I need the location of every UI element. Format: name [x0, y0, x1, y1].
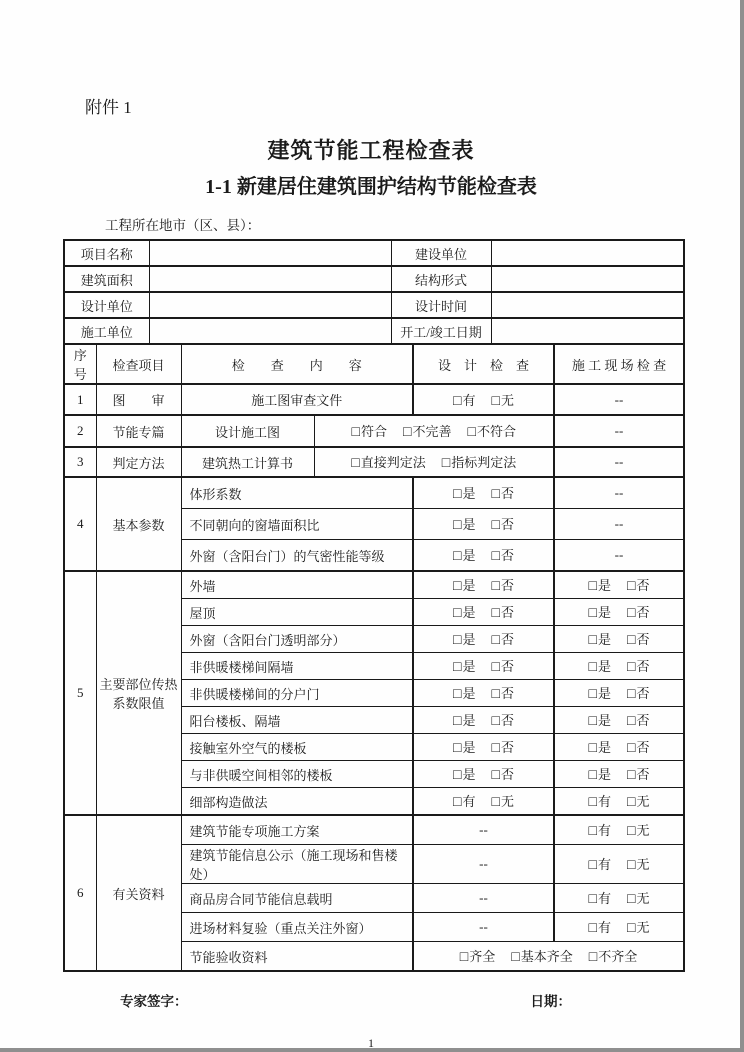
checkbox-icon[interactable]: □: [453, 518, 462, 533]
checkbox-option[interactable]: [492, 794, 514, 809]
check-content: 外窗（含阳台门）的气密性能等级: [181, 540, 413, 572]
checkbox-icon[interactable]: □: [403, 425, 412, 440]
checkbox-icon[interactable]: □: [459, 950, 469, 965]
info-label: 设计单位: [64, 292, 149, 318]
checkbox-label: 不符合: [476, 424, 516, 439]
checklist-row-1: [64, 384, 684, 415]
checkbox-option[interactable]: [589, 740, 611, 755]
checkbox-icon[interactable]: □: [453, 660, 462, 675]
checkbox-label: 否: [500, 486, 514, 501]
site-check-options: [554, 734, 684, 761]
checkbox-icon[interactable]: □: [453, 687, 462, 702]
checkbox-icon[interactable]: □: [453, 633, 462, 648]
checkbox-option[interactable]: [511, 949, 572, 964]
checkbox-option[interactable]: [453, 486, 475, 501]
design-check-cell: --: [413, 913, 554, 942]
checklist-row-3: [64, 447, 684, 477]
checkbox-option[interactable]: [453, 517, 475, 532]
checkbox-option[interactable]: [589, 632, 611, 647]
checkbox-option[interactable]: [589, 659, 611, 674]
checkbox-icon[interactable]: □: [588, 687, 597, 702]
checkbox-option[interactable]: [589, 857, 611, 872]
info-value-field[interactable]: [149, 318, 391, 344]
check-content: 细部构造做法: [181, 788, 413, 816]
info-value-field[interactable]: [491, 240, 684, 266]
site-check-options: [554, 653, 684, 680]
checkbox-label: 是: [462, 486, 476, 501]
checkbox-label: 无: [636, 891, 650, 906]
checkbox-option[interactable]: [492, 686, 514, 701]
checkbox-label: 否: [500, 632, 514, 647]
row-number: 3: [64, 447, 96, 477]
row-number: 1: [64, 384, 96, 415]
info-row: [64, 292, 684, 318]
document-title: 建筑节能工程检查表: [267, 138, 475, 163]
checkbox-label: 有: [462, 392, 476, 408]
checklist-row-2: [64, 415, 684, 447]
site-check-options: [554, 680, 684, 707]
checkbox-label: 无: [636, 794, 650, 809]
check-item: 主要部位传热系数限值: [96, 571, 181, 815]
checkbox-label: 是: [462, 632, 476, 647]
site-check-options: [554, 884, 684, 913]
checkbox-icon[interactable]: □: [627, 606, 636, 621]
checkbox-label: 有: [462, 794, 476, 809]
check-content: 体形系数: [181, 477, 413, 509]
checkbox-icon[interactable]: □: [627, 768, 636, 783]
col-header-design: 设 计 检 查: [413, 344, 554, 384]
checkbox-icon[interactable]: □: [491, 393, 500, 409]
checkbox-option[interactable]: [627, 605, 649, 620]
checkbox-label: 有: [598, 891, 612, 906]
checkbox-option[interactable]: [492, 767, 514, 782]
info-value-field[interactable]: [491, 266, 684, 292]
checkbox-icon[interactable]: □: [453, 714, 462, 729]
info-label: 建筑面积: [64, 266, 149, 292]
checkbox-label: 否: [636, 605, 650, 620]
check-content: 建筑节能信息公示（施工现场和售楼处）: [181, 845, 413, 884]
design-check-options: [413, 680, 554, 707]
info-value-field[interactable]: [491, 318, 684, 344]
checkbox-option[interactable]: [589, 920, 611, 935]
checkbox-icon[interactable]: □: [627, 921, 636, 936]
checkbox-label: 有: [598, 857, 612, 872]
checkbox-option[interactable]: [453, 659, 475, 674]
checkbox-label: 否: [636, 686, 650, 701]
checkbox-label: 无: [500, 392, 514, 408]
check-content: 进场材料复验（重点关注外窗）: [181, 913, 413, 942]
checkbox-icon[interactable]: □: [588, 606, 597, 621]
checkbox-icon[interactable]: □: [627, 795, 636, 810]
checkbox-label: 否: [500, 713, 514, 728]
checkbox-icon[interactable]: □: [588, 768, 597, 783]
design-check-options: [413, 540, 554, 572]
checkbox-option[interactable]: [492, 632, 514, 647]
design-check-options: [413, 571, 554, 599]
checkbox-icon[interactable]: □: [491, 579, 500, 594]
checkbox-label: 是: [462, 605, 476, 620]
checkbox-icon[interactable]: □: [491, 660, 500, 675]
attachment-label: 附件 1: [85, 98, 132, 117]
check-item: 判定方法: [96, 447, 181, 477]
checkbox-option[interactable]: [453, 548, 475, 563]
col-header-item: 检查项目: [96, 344, 181, 384]
site-check-cell: --: [554, 415, 684, 447]
checkbox-option[interactable]: [492, 517, 514, 532]
checkbox-option[interactable]: [589, 949, 637, 964]
site-check-cell: --: [554, 509, 684, 540]
checkbox-option[interactable]: [627, 794, 649, 809]
checkbox-option[interactable]: [627, 740, 649, 755]
checkbox-label: 否: [500, 767, 514, 782]
check-item: 节能专篇: [96, 415, 181, 447]
checkbox-label: 指标判定法: [451, 455, 517, 470]
checkbox-label: 无: [636, 857, 650, 872]
checkbox-option[interactable]: [627, 920, 649, 935]
checkbox-option[interactable]: [468, 424, 516, 439]
checkbox-icon[interactable]: □: [627, 714, 636, 729]
checkbox-icon[interactable]: □: [453, 741, 462, 756]
checkbox-icon[interactable]: □: [627, 633, 636, 648]
checkbox-option[interactable]: [627, 713, 649, 728]
checkbox-label: 否: [500, 740, 514, 755]
info-label: 设计时间: [391, 292, 491, 318]
checkbox-label: 是: [462, 767, 476, 782]
site-check-cell: --: [554, 384, 684, 415]
checkbox-label: 是: [598, 659, 612, 674]
design-check-cell: --: [413, 815, 554, 845]
checkbox-icon[interactable]: □: [588, 633, 597, 648]
checkbox-icon[interactable]: □: [491, 606, 500, 621]
checkbox-option[interactable]: [492, 393, 514, 408]
checkbox-label: 是: [462, 740, 476, 755]
checkbox-icon[interactable]: □: [588, 950, 598, 965]
check-content: 施工图审查文件: [181, 384, 413, 415]
checkbox-icon[interactable]: □: [588, 714, 597, 729]
col-header-no: 序号: [64, 344, 96, 384]
checkbox-label: 齐全: [469, 949, 496, 964]
design-check-options: [413, 707, 554, 734]
info-label: 建设单位: [391, 240, 491, 266]
check-content: 接触室外空气的楼板: [181, 734, 413, 761]
design-check-cell: --: [413, 884, 554, 913]
checkbox-icon[interactable]: □: [627, 741, 636, 756]
checkbox-label: 否: [636, 632, 650, 647]
checklist-row-6: [64, 815, 684, 845]
checkbox-icon[interactable]: □: [491, 633, 500, 648]
site-check-cell: --: [554, 540, 684, 572]
info-label: 施工单位: [64, 318, 149, 344]
checkbox-option[interactable]: [453, 767, 475, 782]
checkbox-icon[interactable]: □: [351, 456, 360, 471]
checkbox-icon[interactable]: □: [453, 487, 462, 502]
checkbox-label: 无: [500, 794, 514, 809]
checkbox-option[interactable]: [453, 686, 475, 701]
checkbox-option[interactable]: [589, 713, 611, 728]
checkbox-option[interactable]: [492, 740, 514, 755]
info-value-field[interactable]: [491, 292, 684, 318]
checkbox-label: 是: [598, 605, 612, 620]
checkbox-label: 否: [636, 740, 650, 755]
checkbox-label: 是: [598, 686, 612, 701]
checkbox-icon[interactable]: □: [453, 549, 462, 564]
check-content: 外窗（含阳台门透明部分）: [181, 626, 413, 653]
info-label: 结构形式: [391, 266, 491, 292]
checkbox-icon[interactable]: □: [627, 824, 636, 839]
signature-line: [63, 990, 679, 1010]
check-item: 基本参数: [96, 477, 181, 571]
checkbox-icon[interactable]: □: [588, 795, 597, 810]
checkbox-option[interactable]: [453, 794, 475, 809]
checkbox-label: 否: [636, 578, 650, 593]
checkbox-option[interactable]: [627, 891, 649, 906]
design-check-options: [413, 626, 554, 653]
checkbox-option[interactable]: [442, 455, 516, 470]
checkbox-option[interactable]: [589, 823, 611, 838]
project-info-table: [63, 239, 685, 345]
checkbox-option[interactable]: [492, 486, 514, 501]
design-check-options: [413, 509, 554, 540]
checkbox-option[interactable]: [403, 424, 451, 439]
checkbox-option[interactable]: [453, 632, 475, 647]
check-options: [314, 415, 554, 447]
checklist-header-row: [64, 344, 684, 384]
check-item: 有关资料: [96, 815, 181, 971]
checkbox-option[interactable]: [492, 578, 514, 593]
checkbox-icon[interactable]: □: [588, 579, 597, 594]
checkbox-label: 否: [500, 578, 514, 593]
checkbox-icon[interactable]: □: [491, 687, 500, 702]
checklist-table: [63, 343, 685, 972]
check-content: 与非供暖空间相邻的楼板: [181, 761, 413, 788]
design-check-options: [413, 761, 554, 788]
checkbox-option[interactable]: [492, 659, 514, 674]
checkbox-icon[interactable]: □: [453, 768, 462, 783]
checklist-row-5: [64, 571, 684, 599]
row-number: 5: [64, 571, 96, 815]
checkbox-label: 是: [598, 740, 612, 755]
checkbox-label: 是: [462, 517, 476, 532]
info-value-field[interactable]: [149, 292, 391, 318]
check-content: 建筑热工计算书: [181, 447, 314, 477]
checkbox-option[interactable]: [627, 659, 649, 674]
checkbox-option[interactable]: [453, 713, 475, 728]
check-content: 设计施工图: [181, 415, 314, 447]
checkbox-icon[interactable]: □: [467, 425, 476, 440]
site-check-options: [554, 913, 684, 942]
checkbox-label: 是: [598, 713, 612, 728]
checkbox-option[interactable]: [627, 823, 649, 838]
checkbox-option[interactable]: [351, 455, 425, 470]
checkbox-option[interactable]: [453, 578, 475, 593]
checkbox-option[interactable]: [589, 578, 611, 593]
checkbox-label: 是: [462, 713, 476, 728]
checkbox-option[interactable]: [492, 605, 514, 620]
site-check-options: [554, 599, 684, 626]
info-row: [64, 266, 684, 292]
checkbox-label: 否: [500, 517, 514, 532]
site-check-options: [554, 815, 684, 845]
checkbox-label: 是: [598, 767, 612, 782]
checkbox-icon[interactable]: □: [588, 824, 597, 839]
checkbox-icon[interactable]: □: [588, 741, 597, 756]
checkbox-icon[interactable]: □: [351, 425, 360, 440]
checkbox-option[interactable]: [589, 794, 611, 809]
checkbox-label: 无: [636, 920, 650, 935]
checkbox-icon[interactable]: □: [627, 892, 636, 907]
checkbox-label: 否: [500, 548, 514, 563]
checkbox-option[interactable]: [460, 949, 495, 964]
check-options: [314, 447, 554, 477]
checkbox-label: 有: [598, 823, 612, 838]
checkbox-icon[interactable]: □: [511, 950, 520, 965]
checkbox-label: 是: [462, 659, 476, 674]
checkbox-icon[interactable]: □: [627, 687, 636, 702]
design-check-options: [413, 384, 554, 415]
checkbox-icon[interactable]: □: [588, 921, 597, 936]
checkbox-icon[interactable]: □: [491, 518, 500, 533]
design-check-options: [413, 788, 554, 816]
design-check-options: [413, 734, 554, 761]
checkbox-label: 基本齐全: [520, 949, 573, 964]
site-check-options: [554, 845, 684, 884]
site-check-options: [554, 707, 684, 734]
checkbox-label: 有: [598, 920, 612, 935]
checkbox-label: 不完善: [412, 424, 452, 439]
checkbox-icon[interactable]: □: [491, 768, 500, 783]
site-check-options: [554, 761, 684, 788]
site-check-options: [554, 571, 684, 599]
checkbox-option[interactable]: [453, 393, 475, 408]
checkbox-option[interactable]: [627, 857, 649, 872]
design-check-cell: --: [413, 845, 554, 884]
row-number: 6: [64, 815, 96, 971]
check-content: 不同朝向的窗墙面积比: [181, 509, 413, 540]
check-content: 外墙: [181, 571, 413, 599]
design-check-options: [413, 653, 554, 680]
row-number: 2: [64, 415, 96, 447]
checkbox-label: 否: [636, 659, 650, 674]
location-label: 工程所在地市（区、县）：: [105, 218, 261, 233]
checkbox-label: 无: [636, 823, 650, 838]
col-header-site: 施 工 现 场 检 查: [554, 344, 684, 384]
checkbox-label: 是: [598, 632, 612, 647]
info-label: 项目名称: [64, 240, 149, 266]
checkbox-icon[interactable]: □: [491, 714, 500, 729]
info-value-field[interactable]: [149, 240, 391, 266]
checkbox-label: 有: [598, 794, 612, 809]
site-check-cell: --: [554, 477, 684, 509]
checkbox-option[interactable]: [627, 632, 649, 647]
checkbox-icon[interactable]: □: [441, 456, 451, 471]
check-content: 屋顶: [181, 599, 413, 626]
checkbox-icon[interactable]: □: [627, 660, 636, 675]
checkbox-label: 不齐全: [598, 949, 638, 964]
checkbox-icon[interactable]: □: [491, 795, 500, 810]
info-label: 开工/竣工日期: [391, 318, 491, 344]
checkbox-label: 直接判定法: [360, 455, 426, 470]
checkbox-label: 符合: [361, 424, 388, 439]
site-check-options: [554, 626, 684, 653]
checkbox-option[interactable]: [589, 686, 611, 701]
checkbox-option[interactable]: [627, 767, 649, 782]
checkbox-option[interactable]: [453, 605, 475, 620]
design-check-options: [413, 599, 554, 626]
checkbox-icon[interactable]: □: [491, 549, 500, 564]
checkbox-icon[interactable]: □: [491, 741, 500, 756]
check-content: 阳台楼板、隔墙: [181, 707, 413, 734]
site-check-options: [554, 788, 684, 816]
row-number: 4: [64, 477, 96, 571]
checkbox-label: 否: [636, 767, 650, 782]
checkbox-icon[interactable]: □: [453, 393, 462, 409]
checkbox-icon[interactable]: □: [627, 579, 636, 594]
check-content: 节能验收资料: [181, 942, 413, 972]
checkbox-option[interactable]: [589, 605, 611, 620]
check-content: 建筑节能专项施工方案: [181, 815, 413, 845]
checkbox-option[interactable]: [352, 424, 387, 439]
checkbox-option[interactable]: [492, 548, 514, 563]
site-check-cell: --: [554, 447, 684, 477]
document-subtitle: 1-1 新建居住建筑围护结构节能检查表: [205, 176, 537, 198]
checkbox-icon[interactable]: □: [627, 858, 636, 873]
col-header-content: 检 查 内 容: [181, 344, 413, 384]
checkbox-option[interactable]: [492, 713, 514, 728]
check-content: 非供暖楼梯间隔墙: [181, 653, 413, 680]
design-check-options: [413, 477, 554, 509]
checklist-row-4: [64, 477, 684, 509]
check-content: 非供暖楼梯间的分户门: [181, 680, 413, 707]
checkbox-label: 是: [462, 578, 476, 593]
checkbox-icon[interactable]: □: [453, 606, 462, 621]
checkbox-option[interactable]: [627, 578, 649, 593]
checkbox-option[interactable]: [589, 767, 611, 782]
checkbox-icon[interactable]: □: [491, 487, 500, 502]
checkbox-icon[interactable]: □: [588, 660, 597, 675]
page-number: 1: [368, 1036, 374, 1048]
info-row: [64, 240, 684, 266]
checkbox-label: 是: [462, 686, 476, 701]
checkbox-option[interactable]: [453, 740, 475, 755]
checkbox-option[interactable]: [589, 891, 611, 906]
check-content: 商品房合同节能信息载明: [181, 884, 413, 913]
checkbox-icon[interactable]: □: [453, 579, 462, 594]
checkbox-icon[interactable]: □: [588, 858, 597, 873]
checkbox-label: 否: [500, 686, 514, 701]
checkbox-icon[interactable]: □: [588, 892, 597, 907]
checkbox-label: 否: [636, 713, 650, 728]
info-value-field[interactable]: [149, 266, 391, 292]
checkbox-label: 否: [500, 605, 514, 620]
checkbox-label: 是: [598, 578, 612, 593]
checkbox-option[interactable]: [627, 686, 649, 701]
check-item: 图 审: [96, 384, 181, 415]
checkbox-label: 是: [462, 548, 476, 563]
expert-signature-label: 专家签字：: [120, 994, 188, 1009]
check-options: [413, 942, 684, 972]
info-row: [64, 318, 684, 344]
checkbox-label: 否: [500, 659, 514, 674]
checkbox-icon[interactable]: □: [453, 795, 462, 810]
date-label: 日期：: [530, 994, 571, 1009]
